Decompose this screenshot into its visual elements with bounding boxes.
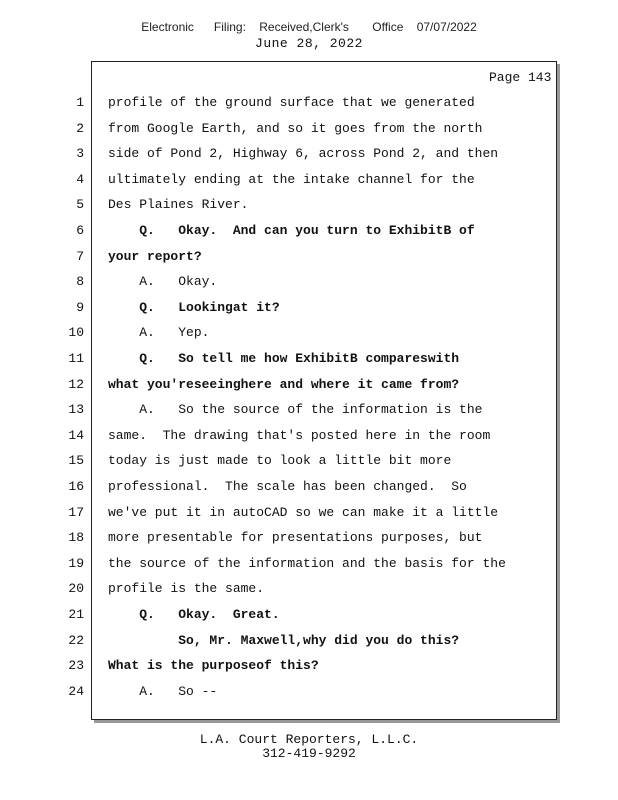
transcript-line [0, 633, 618, 653]
line-number: 5 [76, 197, 84, 213]
transcript-line [0, 377, 618, 397]
line-text: your report? [108, 248, 202, 264]
transcript-line [0, 325, 618, 345]
line-text: the source of the information and the basis for the [108, 555, 506, 571]
line-number: 6 [76, 223, 84, 238]
line-text: What is the purposeof this? [108, 658, 319, 674]
line-text: Q. Okay. And can you turn to ExhibitB of [108, 223, 475, 238]
line-text: we've put it in autoCAD so we can make it a little [108, 504, 499, 520]
line-number: 14 [68, 427, 84, 443]
line-text: from Google Earth, and so it goes from the north [108, 120, 483, 136]
line-number: 8 [76, 274, 84, 290]
line-text: So, Mr. Maxwell,why did you do this? [108, 632, 460, 648]
line-text: A. Okay. [108, 274, 218, 290]
transcript-date: June 28, 2022 [255, 36, 363, 51]
page-number: Page 143 [489, 70, 552, 85]
transcript-line [0, 95, 618, 115]
line-text: profile of the ground surface that we generated [108, 95, 475, 110]
transcript-line [0, 428, 618, 448]
transcript-line [0, 453, 618, 473]
line-number: 23 [68, 658, 84, 674]
line-number: 9 [76, 299, 84, 315]
line-number: 21 [68, 607, 84, 622]
transcript-line [0, 479, 618, 499]
line-text: profile is the same. [108, 581, 265, 597]
line-text: today is just made to look a little bit more [108, 453, 452, 469]
line-text: ultimately ending at the intake channel for the [108, 171, 475, 187]
transcript-line [0, 223, 618, 243]
line-number: 18 [68, 530, 84, 546]
line-text: professional. The scale has been changed. So [108, 479, 467, 494]
line-text: A. Yep. [108, 325, 210, 341]
footer-phone: 312-419-9292 [262, 746, 356, 761]
line-number: 13 [68, 402, 84, 418]
line-number: 20 [68, 581, 84, 597]
footer-company: L.A. Court Reporters, L.L.C. [199, 732, 419, 747]
transcript-line [0, 556, 618, 576]
transcript-line [0, 197, 618, 217]
line-number: 4 [76, 171, 84, 187]
line-text: what you'reseeinghere and where it came from? [108, 376, 460, 392]
line-number: 10 [68, 325, 84, 341]
transcript-line [0, 274, 618, 294]
line-text: A. So -- [108, 683, 218, 699]
line-text: Q. Okay. Great. [108, 607, 280, 622]
transcript-line [0, 581, 618, 601]
line-text: Q. So tell me how ExhibitB compareswith [108, 351, 460, 366]
transcript-line [0, 530, 618, 550]
transcript-line [0, 146, 618, 166]
transcript-line [0, 172, 618, 192]
line-text: same. The drawing that's posted here in the room [108, 427, 491, 443]
transcript-line [0, 402, 618, 422]
transcript-line [0, 505, 618, 525]
line-number: 16 [68, 479, 84, 494]
transcript-line [0, 684, 618, 704]
line-number: 3 [76, 146, 84, 162]
line-number: 1 [76, 95, 84, 110]
line-number: 17 [68, 504, 84, 520]
line-number: 22 [68, 632, 84, 648]
transcript-line [0, 249, 618, 269]
transcript-line [0, 121, 618, 141]
line-text: Des Plaines River. [108, 197, 249, 213]
line-number: 19 [68, 555, 84, 571]
efiling-stamp: Electronic Filing: Received,Clerk's Office 07/07/2022 [141, 20, 477, 34]
line-text: more presentable for presentations purposes, but [108, 530, 483, 546]
transcript-line [0, 300, 618, 320]
line-number: 24 [68, 683, 84, 699]
line-number: 7 [76, 248, 84, 264]
line-text: A. So the source of the information is the [108, 402, 483, 418]
line-number: 12 [68, 376, 84, 392]
line-text: side of Pond 2, Highway 6, across Pond 2, and then [108, 146, 499, 162]
transcript-line [0, 351, 618, 371]
transcript-line [0, 607, 618, 627]
line-number: 15 [68, 453, 84, 469]
line-number: 2 [76, 120, 84, 136]
transcript-line [0, 658, 618, 678]
line-text: Q. Lookingat it? [108, 299, 280, 315]
line-number: 11 [68, 351, 84, 366]
